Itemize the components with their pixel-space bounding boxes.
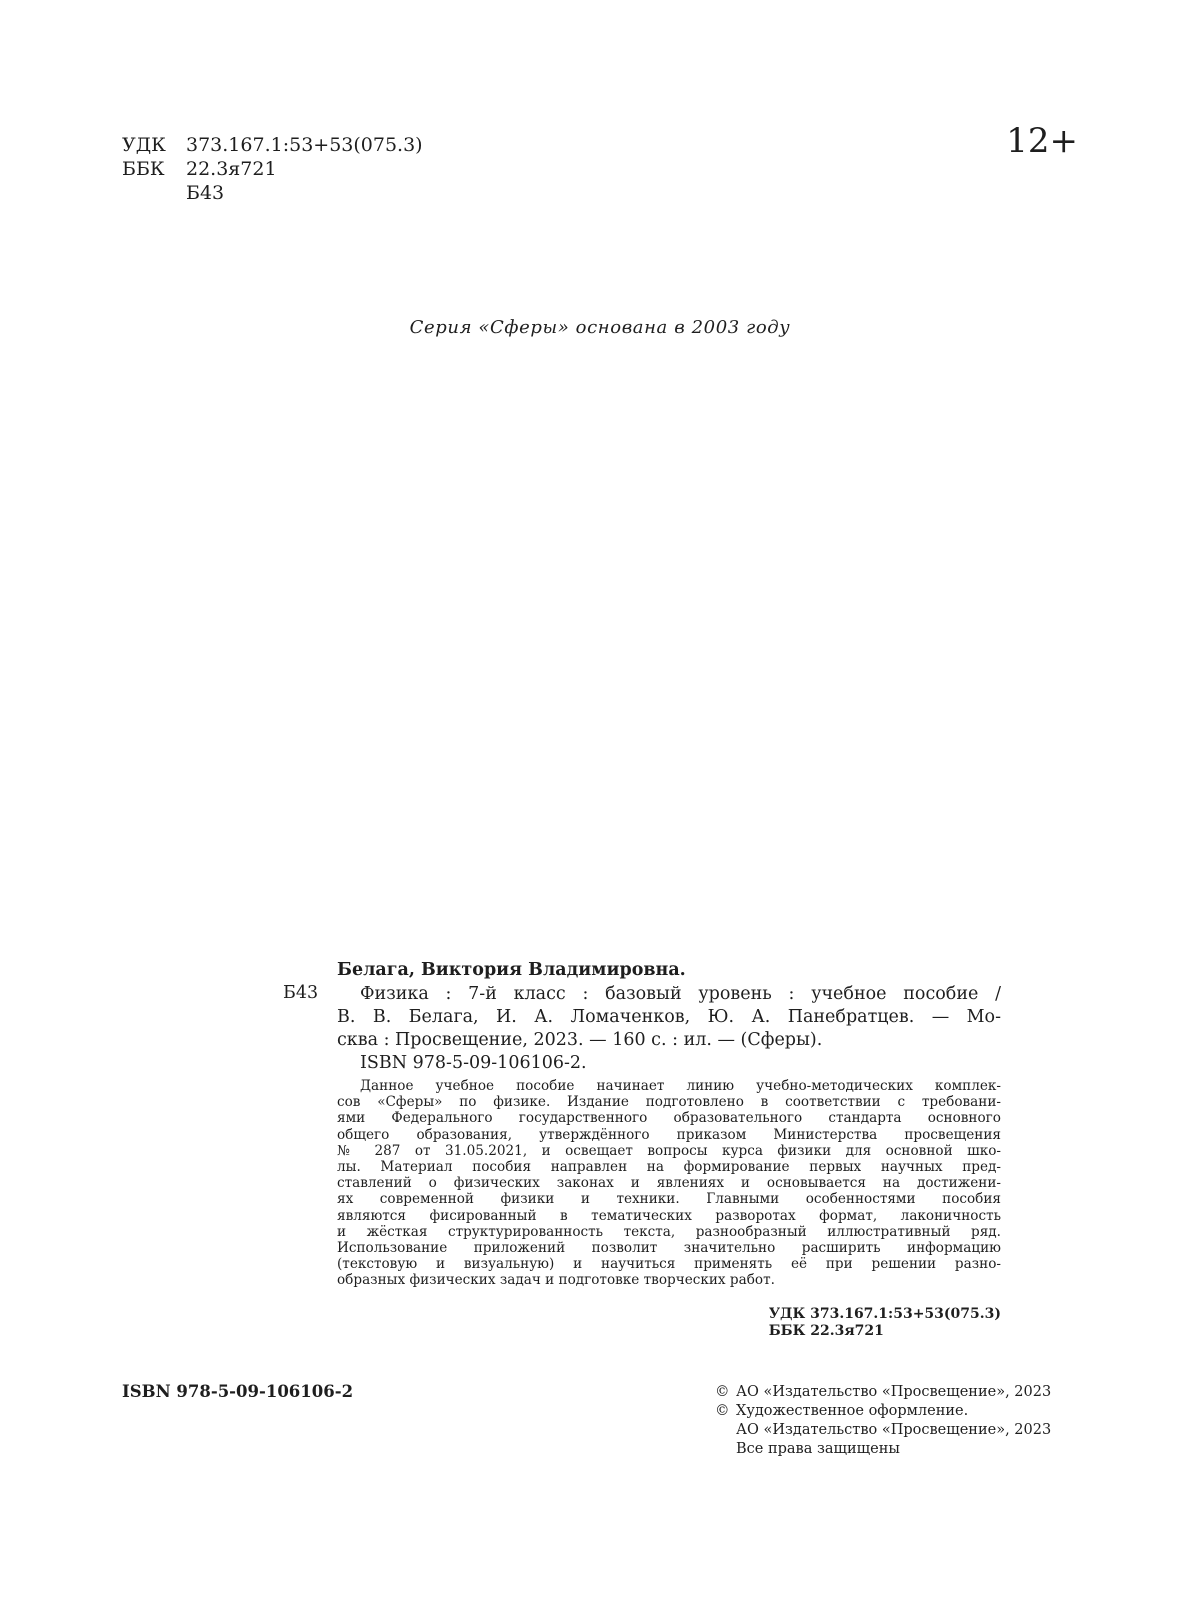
- author-mark: Б43: [186, 182, 225, 204]
- copyright-text: АО «Издательство «Просвещение», 2023: [736, 1384, 1052, 1400]
- copyright-text: АО «Издательство «Просвещение», 2023: [736, 1422, 1052, 1438]
- udk-label: УДК: [122, 134, 166, 156]
- record-bbk: ББК 22.3я721: [768, 1323, 884, 1339]
- annotation-line: образных физических задач и подготовке творческих работ.: [337, 1272, 775, 1289]
- copyright-text: Все права защищены: [736, 1441, 900, 1457]
- annotation-line: общего образования, утверждённого приказом Министерства просвещения: [337, 1126, 1001, 1143]
- record-classification: [769, 1306, 1001, 1340]
- bbk-value: 22.3я721: [186, 158, 277, 180]
- copyright-symbol: [715, 1421, 736, 1440]
- copyright-symbol: [715, 1440, 736, 1459]
- annotation-line: ставлений о физических законах и явлениях и основывается на достижени-: [337, 1175, 1001, 1192]
- annotation-line: являются фисированный в тематических разворотах формат, лаконичность: [337, 1207, 1001, 1224]
- copyright-line: [715, 1402, 1051, 1421]
- bibliographic-description: [337, 983, 1001, 1075]
- copyright-symbol: ©: [715, 1403, 730, 1419]
- bbk-row: [122, 157, 423, 181]
- copyright-line: [715, 1421, 1051, 1440]
- classification-block: [122, 133, 423, 205]
- udk-value: 373.167.1:53+53(075.3): [186, 134, 423, 156]
- copyright-text: Художественное оформление.: [736, 1403, 969, 1419]
- record-udk: УДК 373.167.1:53+53(075.3): [768, 1306, 1001, 1322]
- annotation-line: лы. Материал пособия направлен на формирование первых научных пред-: [337, 1159, 1001, 1176]
- annotation-line: ями Федерального государственного образовательного стандарта основного: [337, 1110, 1001, 1127]
- copyright-block: [715, 1383, 1051, 1459]
- annotation: [337, 1078, 1001, 1289]
- bbk-label: ББК: [122, 158, 165, 180]
- series-note: Серия «Сферы» основана в 2003 году: [409, 317, 791, 338]
- annotation-line: сов «Сферы» по физике. Издание подготовлено в соответствии с требовани-: [337, 1094, 1001, 1111]
- isbn-footer: ISBN 978-5-09-106106-2: [122, 1382, 354, 1401]
- udk-row: [122, 133, 423, 157]
- copyright-symbol: ©: [715, 1384, 730, 1400]
- annotation-line: (текстовую и визуальную) и научиться применять её при решении разно-: [337, 1256, 1001, 1273]
- description-line: Физика : 7-й класс : базовый уровень : учебное пособие /: [360, 984, 1001, 1004]
- annotation-line: и жёсткая структурированность текста, разнообразный иллюстративный ряд.: [337, 1223, 1001, 1240]
- bibliographic-record: [283, 960, 1001, 1340]
- author-heading: Белага, Виктория Владимировна.: [337, 960, 686, 980]
- annotation-line: Данное учебное пособие начинает линию учебно-методических комплек-: [360, 1078, 1001, 1094]
- description-line: сква : Просвещение, 2023. — 160 с. : ил. — (Сферы).: [337, 1030, 823, 1050]
- copyright-line: [715, 1440, 1051, 1459]
- record-author-mark: Б43: [283, 983, 319, 1003]
- isbn-line: ISBN 978-5-09-106106-2.: [360, 1053, 587, 1073]
- annotation-line: ях современной физики и техники. Главными особенностями пособия: [337, 1191, 1001, 1208]
- description-line: В. В. Белага, И. А. Ломаченков, Ю. А. Панебратцев. — Мо-: [337, 1007, 1001, 1027]
- author-mark-row: [122, 181, 423, 205]
- age-rating: 12+: [1006, 121, 1078, 161]
- annotation-line: № 287 от 31.05.2021, и освещает вопросы курса физики для основной шко-: [337, 1142, 1001, 1159]
- copyright-line: [715, 1383, 1051, 1402]
- annotation-line: Использование приложений позволит значительно расширить информацию: [337, 1240, 1001, 1257]
